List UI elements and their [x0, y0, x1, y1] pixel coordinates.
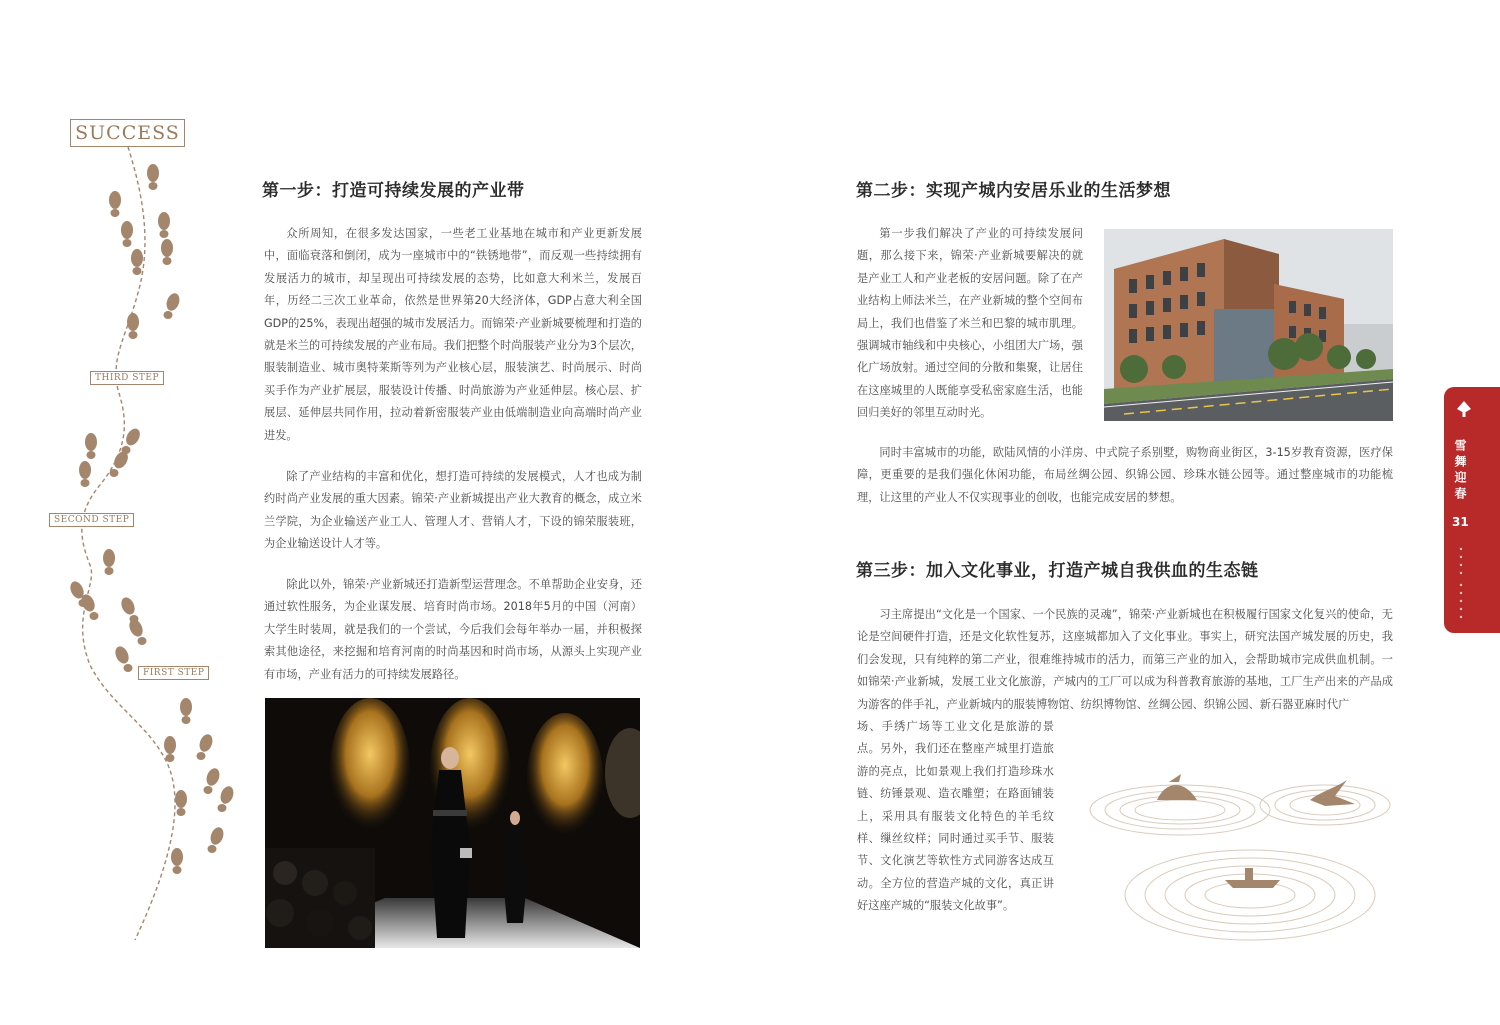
- decorative-dots: [1458, 545, 1464, 619]
- ripple-landscape-illustration: [1085, 760, 1395, 950]
- section3-paragraph-1: 习主席提出“文化是一个国家、一个民族的灵魂”，锦荣·产业新城也在积极履行国家文化复兴的使命，无论是空间硬件打造，还是文化软性复苏，这座城都加入了文化事业。事实上，研究法国产城发展的历史，我们会发现，只有纯粹的第二产业，很难维持城市的活力，而第三产业的加入，会帮助城市完成供血机制。一如锦荣·产业新城，发展工业文化旅游，产城内的工厂可以成为科普教育旅游的基地，工厂生产出来的产品成为游客的伴手礼，产业新城内的服装博物馆、纺织博物馆、丝绸公园、织锦公园、新石器亚麻时代广: [857, 608, 1393, 711]
- footprint-path: [40, 145, 250, 945]
- section1-paragraph-1: 众所周知，在很多发达国家，一些老工业基地在城市和产业更新发展中，面临衰落和倒闭，成为一座城市中的“铁锈地带”，而反观一些持续拥有发展活力的城市，却呈现出可持续发展的态势，比如意大利米兰，发展百年，历经二三次工业革命，依然是世界第20大经济体，GDP占意大利全国GDP的25%，表现出超强的城市发展活力。而锦荣·产业新城要梳理和打造的就是米兰的可持续发展的产业布局。我们把整个时尚服装产业分为3个层次，服装制造业、城市奥特莱斯等列为产业核心层，服装演艺、时尚展示、时尚买手作为产业扩展层，服装设计传播、时尚旅游为产业延伸层。核心层、扩展层、延伸层共同作用，拉动着新密服装产业由低端制造业向高端时尚产业进发。: [264, 227, 642, 442]
- section3-title: 第三步：加入文化事业，打造产城自我供血的生态链: [856, 561, 1259, 581]
- building-photo: [1104, 229, 1393, 421]
- section1-paragraph-3: 除此以外，锦荣·产业新城还打造新型运营理念。不单帮助企业安身，还通过软性服务，为企业谋发展、培育时尚市场。2018年5月的中国（河南）大学生时装周，就是我们的一个尝试，今后我们会每年举办一届，并积极探索其他途径，来挖掘和培育河南的时尚基因和时尚市场，从源头上实现产业有市场，产业有活力的可持续发展路径。: [264, 578, 642, 681]
- section1-paragraph-2: 除了产业结构的丰富和优化，想打造可持续的发展模式，人才也成为制约时尚产业发展的重大因素。锦荣·产业新城提出产业大教育的概念，成立米兰学院，为企业输送产业工人、管理人才、营销人才，下设的锦荣服装班，为企业输送设计人才等。: [264, 470, 642, 551]
- spade-emblem-icon: [1454, 399, 1474, 419]
- second-step-label: SECOND STEP: [49, 513, 134, 527]
- section1-title: 第一步：打造可持续发展的产业带: [262, 181, 525, 201]
- first-step-label: FIRST STEP: [138, 666, 209, 680]
- side-tab-title: 雪舞迎春: [1453, 439, 1467, 503]
- section2-paragraph-1: 第一步我们解决了产业的可持续发展问题，那么接下来，锦荣·产业新城要解决的就是产业工人和产业老板的安居问题。除了在产业结构上师法米兰，在产业新城的整个空间布局上，我们也借鉴了米兰和巴黎的城市肌理。强调城市轴线和中央核心，小组团大广场，强化广场放射。通过空间的分散和集聚，让居住在这座城里的人既能享受私密家庭生活，也能回归美好的邻里互动时光。: [857, 227, 1083, 420]
- section2-title: 第二步：实现产城内安居乐业的生活梦想: [856, 181, 1171, 201]
- third-step-label: THIRD STEP: [90, 371, 164, 385]
- fashion-show-photo: [265, 698, 640, 948]
- side-tab: [1444, 387, 1500, 633]
- page-number: 31: [1452, 515, 1469, 529]
- success-label: SUCCESS: [70, 119, 185, 147]
- section2-paragraph-2: 同时丰富城市的功能，欧陆风情的小洋房、中式院子系别墅，购物商业街区，3-15岁教育资源，医疗保障，更重要的是我们强化休闲功能，布局丝绸公园、织锦公园、珍珠水链公园等。通过整座城市的功能梳理，让这里的产业人不仅实现事业的创收，也能完成安居的梦想。: [857, 446, 1393, 504]
- section3-paragraph-2: 场、手绣广场等工业文化是旅游的景点。另外，我们还在整座产城里打造旅游的亮点，比如景观上我们打造珍珠水链、纺锤景观、造衣雕塑；在路面铺装上，采用具有服装文化特色的羊毛纹样、缫丝纹样；同时通过买手节、服装节、文化演艺等软性方式同游客达成互动。全方位的营造产城的文化，真正讲好这座产城的“服装文化故事”。: [857, 720, 1054, 913]
